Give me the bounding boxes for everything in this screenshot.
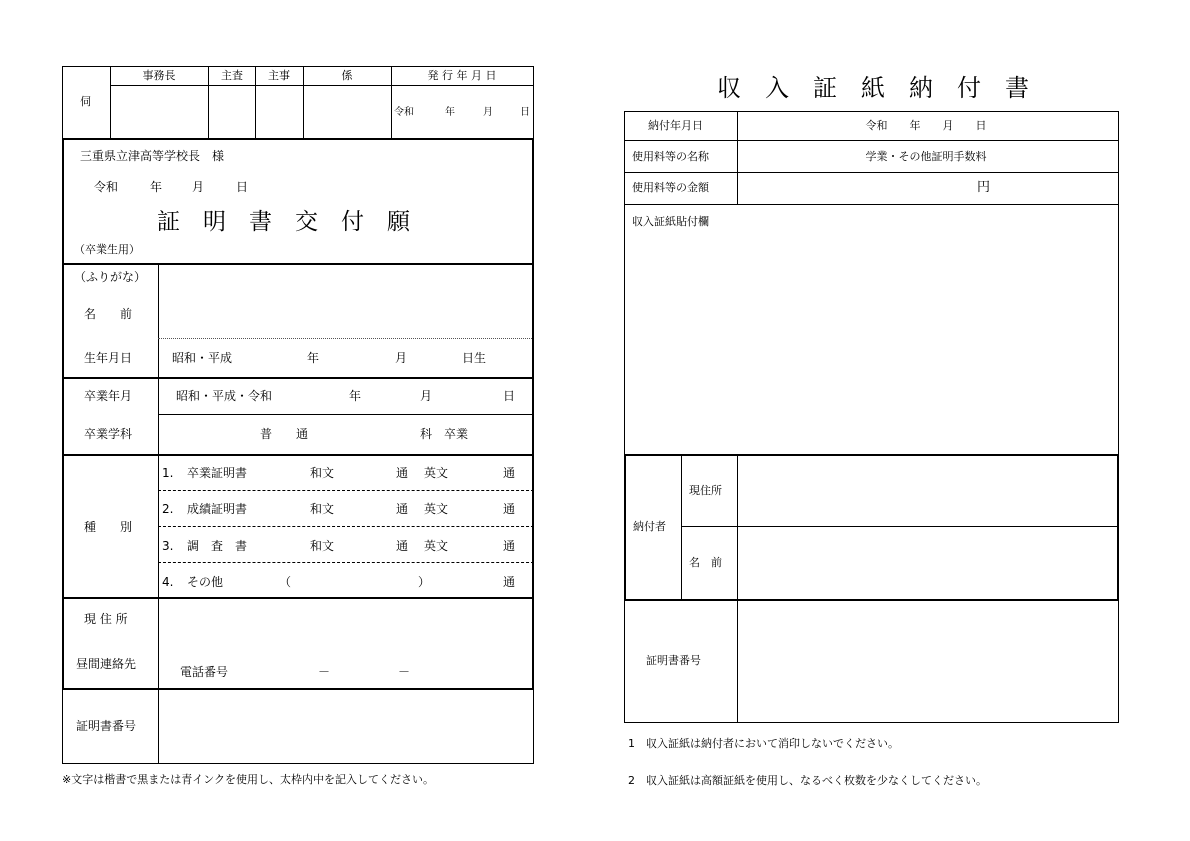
issue-tsuki: 月 bbox=[483, 107, 493, 118]
stamp-row-line bbox=[624, 204, 1119, 205]
phone-dash: － bbox=[398, 665, 411, 679]
type-name: 調 査 書 bbox=[187, 539, 248, 553]
label-column-line bbox=[158, 597, 159, 764]
fee-amount-yen: 円 bbox=[977, 180, 991, 195]
address-label: 現 住 所 bbox=[84, 612, 128, 626]
type-eibun: 英文 bbox=[424, 466, 449, 480]
approval-header-line bbox=[110, 85, 534, 86]
approval-divider bbox=[255, 66, 256, 138]
approval-divider bbox=[110, 66, 111, 138]
stamp-note-2: 2 収入証紙は高額証紙を使用し、なるべく枚数を少なくしてください。 bbox=[628, 774, 987, 787]
dept-futsu: 普 通 bbox=[260, 427, 309, 441]
type-label: 種 別 bbox=[84, 520, 133, 534]
type-eibun: 英文 bbox=[424, 539, 449, 553]
cert-no-label: 証明書番号 bbox=[76, 719, 137, 733]
form-inner-frame-left bbox=[62, 138, 64, 688]
dept-label: 卒業学科 bbox=[84, 427, 133, 441]
kakari-label: 係 bbox=[341, 69, 353, 82]
type-open-paren: （ bbox=[279, 575, 292, 589]
type-tsu: 通 bbox=[396, 502, 409, 516]
form-inner-frame-right bbox=[532, 138, 534, 688]
type-name: 成績証明書 bbox=[187, 502, 248, 516]
stamp-area-label: 収入証紙貼付欄 bbox=[632, 215, 709, 228]
type-num: 3. bbox=[162, 539, 174, 553]
grad-label: 卒業年月 bbox=[84, 389, 133, 403]
date-reiwa: 令和 bbox=[94, 180, 119, 194]
stamp-cert-no-label: 証明書番号 bbox=[646, 654, 701, 667]
grad-nen: 年 bbox=[349, 389, 362, 403]
section-border bbox=[62, 597, 534, 599]
stamp-note-1: 1 収入証紙は納付者において消印しないでください。 bbox=[628, 737, 899, 750]
type-name: 卒業証明書 bbox=[187, 466, 248, 480]
payer-address-label: 現住所 bbox=[689, 484, 722, 497]
birth-era: 昭和・平成 bbox=[172, 351, 233, 365]
fee-amount-label: 使用料等の金額 bbox=[632, 181, 709, 194]
issue-date-header: 発 行 年 月 日 bbox=[427, 69, 497, 82]
label-column-line bbox=[158, 263, 159, 377]
section-border bbox=[62, 454, 534, 456]
type-divider bbox=[158, 526, 534, 527]
graduate-note: （卒業生用） bbox=[74, 243, 140, 256]
payer-row-line bbox=[681, 526, 1119, 527]
section-border bbox=[62, 263, 534, 265]
type-wabun: 和文 bbox=[310, 502, 335, 516]
type-close-paren: ） bbox=[418, 575, 431, 589]
type-divider bbox=[158, 490, 534, 491]
payer-name-label: 名 前 bbox=[689, 556, 722, 569]
fee-name-value: 学業・その他証明手数料 bbox=[865, 150, 987, 163]
type-tsu: 通 bbox=[396, 466, 409, 480]
approval-divider bbox=[391, 66, 392, 138]
date-hi: 日 bbox=[236, 180, 249, 194]
jimucho-label: 事務長 bbox=[142, 69, 176, 82]
birth-nen: 年 bbox=[307, 351, 320, 365]
name-birth-divider bbox=[158, 338, 534, 339]
grad-dept-divider bbox=[158, 414, 534, 415]
date-nen: 年 bbox=[150, 180, 163, 194]
payer-box bbox=[624, 454, 1119, 601]
type-tsu: 通 bbox=[503, 539, 516, 553]
type-tsu: 通 bbox=[503, 575, 516, 589]
issue-nen: 年 bbox=[445, 107, 455, 118]
birth-hi: 日生 bbox=[462, 351, 487, 365]
section-border bbox=[62, 377, 534, 379]
approval-bottom-border bbox=[62, 138, 534, 140]
payer-label: 納付者 bbox=[633, 520, 666, 533]
type-num: 1. bbox=[162, 466, 174, 480]
type-wabun: 和文 bbox=[310, 466, 335, 480]
stamp-row-line bbox=[624, 140, 1119, 141]
grad-era: 昭和・平成・令和 bbox=[176, 389, 273, 403]
issue-hi: 日 bbox=[520, 107, 530, 118]
type-wabun: 和文 bbox=[310, 539, 335, 553]
form-title: 証 明 書 交 付 願 bbox=[157, 209, 410, 235]
date-tsuki: 月 bbox=[192, 180, 205, 194]
type-tsu: 通 bbox=[503, 466, 516, 480]
type-eibun: 英文 bbox=[424, 502, 449, 516]
dept-ka: 科 卒業 bbox=[420, 427, 469, 441]
payer-divider bbox=[737, 454, 738, 601]
stamp-form-frame bbox=[624, 111, 1119, 723]
type-tsu: 通 bbox=[396, 539, 409, 553]
addressee: 三重県立津高等学校長 様 bbox=[80, 149, 225, 163]
approval-divider bbox=[303, 66, 304, 138]
grad-hi: 日 bbox=[503, 389, 516, 403]
payer-divider bbox=[681, 454, 682, 601]
paydate-label: 納付年月日 bbox=[648, 119, 703, 132]
label-column-line bbox=[158, 377, 159, 454]
paydate-value: 令和 年 月 日 bbox=[865, 119, 987, 132]
grad-tsuki: 月 bbox=[420, 389, 433, 403]
shusa-label: 主査 bbox=[221, 69, 243, 82]
stamp-row-line bbox=[624, 172, 1119, 173]
cert-divider bbox=[737, 601, 738, 723]
issue-reiwa: 令和 bbox=[394, 107, 414, 118]
phone-dash: － bbox=[318, 665, 331, 679]
stamp-form-title: 収 入 証 紙 納 付 書 bbox=[717, 74, 1029, 102]
name-label: 名 前 bbox=[84, 307, 133, 321]
type-tsu: 通 bbox=[503, 502, 516, 516]
birth-tsuki: 月 bbox=[395, 351, 408, 365]
type-num: 2. bbox=[162, 502, 174, 516]
furigana-label: （ふりがな） bbox=[74, 270, 147, 284]
ukagai-label: 伺 bbox=[80, 95, 91, 108]
type-divider bbox=[158, 562, 534, 563]
fee-name-label: 使用料等の名称 bbox=[632, 150, 709, 163]
approval-divider bbox=[208, 66, 209, 138]
type-name: その他 bbox=[187, 575, 224, 589]
daytime-contact-label: 昼間連絡先 bbox=[76, 657, 137, 671]
section-border bbox=[62, 688, 534, 690]
phone-label: 電話番号 bbox=[180, 665, 229, 679]
stamp-label-column bbox=[737, 111, 738, 205]
type-num: 4. bbox=[162, 575, 174, 589]
footnote: ※文字は楷書で黒または青インクを使用し、太枠内中を記入してください。 bbox=[62, 773, 434, 786]
birth-label: 生年月日 bbox=[84, 351, 133, 365]
shuji-label: 主事 bbox=[268, 69, 290, 82]
